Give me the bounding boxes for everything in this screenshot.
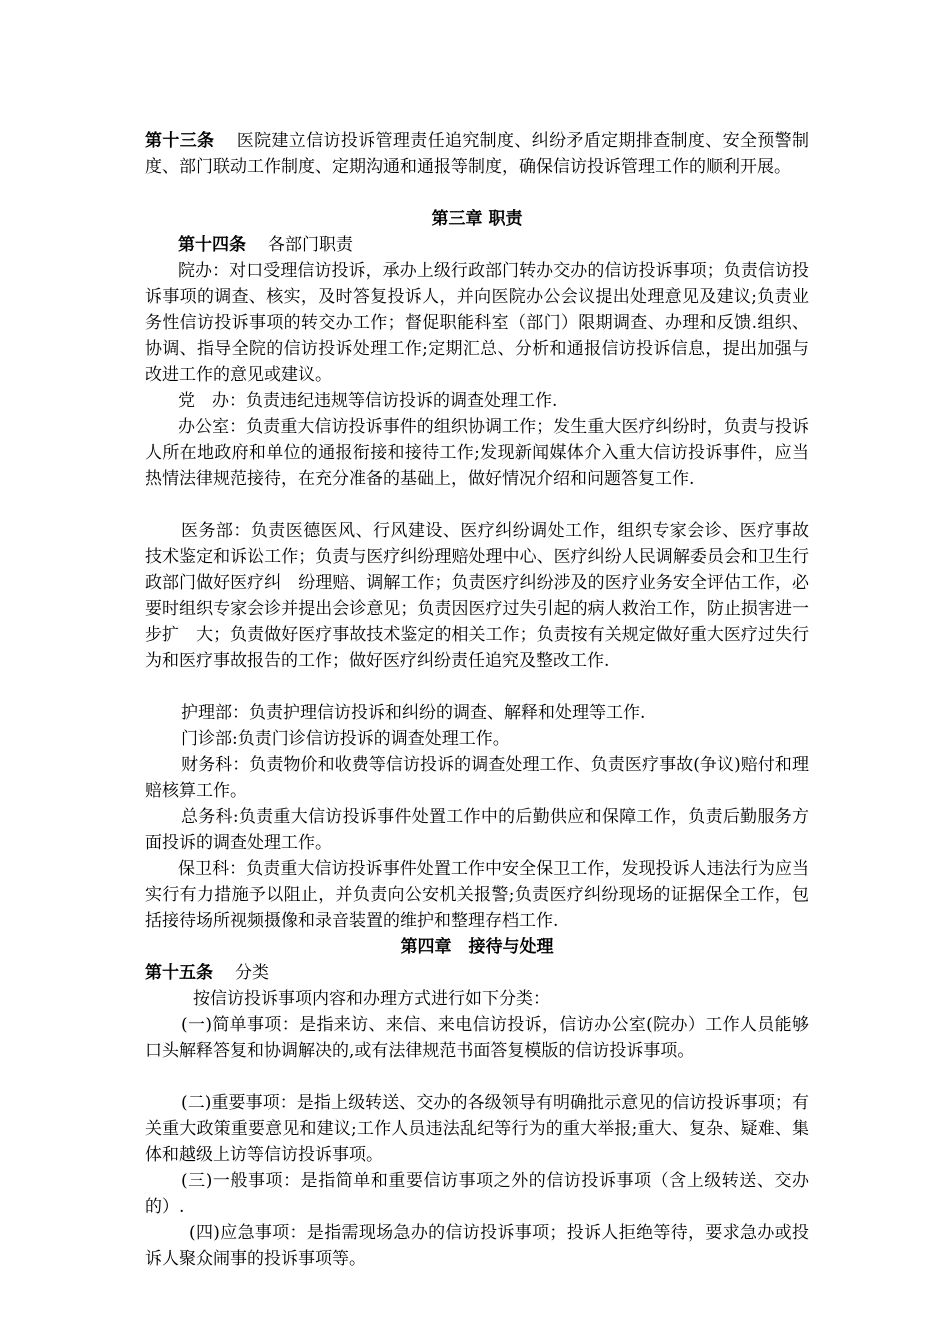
article-13 bbox=[145, 128, 809, 180]
article-13-label: 第十三条 bbox=[145, 131, 215, 151]
category-general: (三)一般事项：是指简单和重要信访事项之外的信访投诉事项（含上级转送、交办的）. bbox=[145, 1171, 809, 1217]
dept-yuanban: 院办：对口受理信访投诉，承办上级行政部门转办交办的信访投诉事项；负责信访投诉事项的调查、核实，及时答复投诉人，并向医院办公会议提出处理意见及建议;负责业务性信访投诉事项的转交办工作；督促职能科室（部门）限期调查、办理和反馈.组织、协调、指导全院的信访投诉处理工作;定期汇总、分析和通报信访投诉信息，提出加强与改进工作的意见或建议。 bbox=[145, 261, 809, 385]
article-14-text: 各部门职责 bbox=[268, 235, 353, 255]
dept-office: 办公室：负责重大信访投诉事件的组织协调工作；发生重大医疗纠纷时，负责与投诉人所在地政府和单位的通报衔接和接待工作;发现新闻媒体介入重大信访投诉事件，应当热情法律规范接待，在充分准备的基础上，做好情况介绍和问题答复工作. bbox=[145, 417, 809, 489]
dept-medical: 医务部：负责医德医风、行风建设、医疗纠纷调处工作，组织专家会诊、医疗事故技术鉴定和诉讼工作；负责与医疗纠纷理赔处理中心、医疗纠纷人民调解委员会和卫生行政部门做好医疗纠 纷理赔、调解工作；负责医疗纠纷涉及的医疗业务安全评估工作，必要时组织专家会诊并提出会诊意见；负责因医疗过失引起的病人救治工作，防止损害进一步扩 大；负责做好医疗事故技术鉴定的相关工作；负责按有关规定做好重大医疗过失行为和医疗事故报告的工作；做好医疗纠纷责任追究及整改工作. bbox=[145, 521, 809, 671]
category-simple: (一)简单事项：是指来访、来信、来电信访投诉，信访办公室(院办）工作人员能够口头解释答复和协调解决的,或有法律规范书面答复模版的信访投诉事项。 bbox=[145, 1015, 809, 1061]
dept-nursing: 护理部：负责护理信访投诉和纠纷的调查、解释和处理等工作. bbox=[181, 703, 646, 723]
article-14 bbox=[178, 232, 809, 258]
chapter-4-heading: 第四章 接待与处理 bbox=[400, 937, 554, 957]
classify-intro: 按信访投诉事项内容和办理方式进行如下分类： bbox=[193, 989, 550, 1009]
article-13-text: 医院建立信访投诉管理责任追究制度、纠纷矛盾定期排查制度、安全预警制度、部门联动工作制度、定期沟通和通报等制度，确保信访投诉管理工作的顺利开展。 bbox=[145, 131, 809, 177]
category-emergency: (四)应急事项：是指需现场急办的信访投诉事项；投诉人拒绝等待，要求急办或投诉人聚众闹事的投诉事项等。 bbox=[145, 1223, 809, 1269]
article-15-text: 分类 bbox=[235, 963, 269, 983]
article-15 bbox=[145, 960, 809, 986]
dept-finance: 财务科：负责物价和收费等信访投诉的调查处理工作、负责医疗事故(争议)赔付和理赔核算工作。 bbox=[145, 755, 809, 801]
article-14-label: 第十四条 bbox=[178, 235, 246, 255]
category-important: (二)重要事项：是指上级转送、交办的各级领导有明确批示意见的信访投诉事项；有关重大政策重要意见和建议;工作人员违法乱纪等行为的重大举报;重大、复杂、疑难、集体和越级上访等信访投诉事项。 bbox=[145, 1093, 809, 1165]
dept-security: 保卫科：负责重大信访投诉事件处置工作中安全保卫工作，发现投诉人违法行为应当实行有力措施予以阻止，并负责向公安机关报警;负责医疗纠纷现场的证据保全工作，包括接待场所视频摄像和录音装置的维护和整理存档工作. bbox=[145, 859, 809, 931]
dept-dangban: 党 办：负责违纪违规等信访投诉的调查处理工作. bbox=[178, 391, 558, 411]
article-15-label: 第十五条 bbox=[145, 963, 213, 983]
chapter-3-heading: 第三章 职责 bbox=[431, 209, 523, 229]
dept-outpatient: 门诊部:负责门诊信访投诉的调查处理工作。 bbox=[181, 729, 510, 749]
dept-general: 总务科:负责重大信访投诉事件处置工作中的后勤供应和保障工作，负责后勤服务方面投诉的调查处理工作。 bbox=[145, 807, 809, 853]
